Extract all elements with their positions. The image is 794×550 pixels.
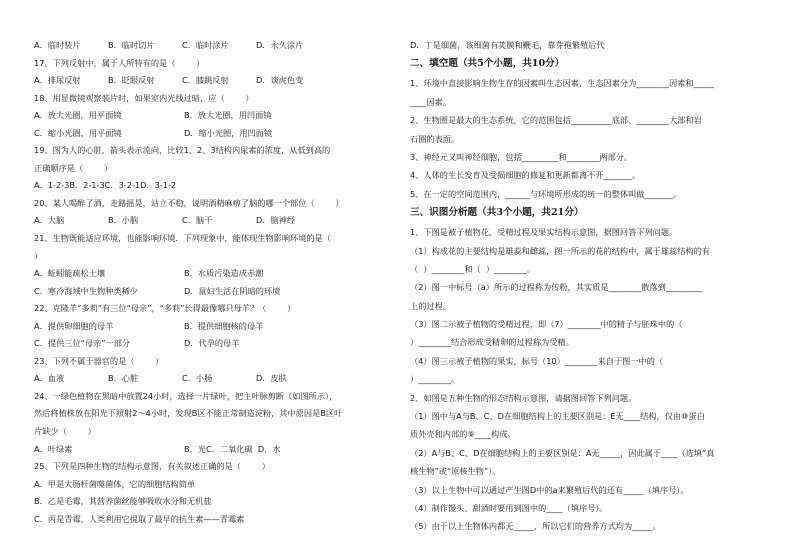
question-line: C．丙是青霉，人类利用它提取了最早的抗生素——青霉素 <box>34 513 245 524</box>
options-row <box>34 40 388 50</box>
option-text: C．缩小光圈，用平面镜 <box>34 127 122 138</box>
option-text: A．提供卵细胞的母羊 <box>34 320 114 331</box>
option-text: D．代孕的母羊 <box>184 338 240 349</box>
option-text: D．鼠妇生活在阴暗的环境 <box>184 285 281 296</box>
question-line: 然后将植株放在阳光下照射2～4小时，发现B区不能正常制造淀粉，其中原因是B区叶 <box>34 408 343 419</box>
question-line: ____因素。 <box>410 96 451 107</box>
question-line: （3）图二示被子植物的受精过程，即（7）________中的精子与胚珠中的（ <box>410 319 683 330</box>
options-row <box>34 444 388 454</box>
question-line: D．丁是细菌，该细菌有荚膜和鞭毛，靠芽孢繁殖后代 <box>410 40 605 50</box>
question-line: ）________。 <box>410 374 460 385</box>
question-line: 石圈的表面。 <box>410 133 460 144</box>
question-line: 21、生物既能适应环境，也能影响环境．下列现象中，能体现生物影响环境的是（ <box>34 233 331 244</box>
option-text: D．谈虎色变 <box>256 75 304 86</box>
option-text: B．光C．二氧化碳 D．水 <box>184 443 281 454</box>
option-text: B．临时切片 <box>108 40 155 50</box>
option-text: A．蚯蚓能疏松土壤 <box>34 268 106 279</box>
question-line: ） <box>34 250 43 261</box>
question-line: 1、环境中直接影响生物生存的因素叫生态因素，生态因素分为________因素和_____ <box>410 78 715 89</box>
options-row <box>34 75 388 85</box>
question-line: 17、下列反射中，属于人所特有的是（ ） <box>34 57 205 68</box>
option-text: C．临时涂片 <box>182 40 229 50</box>
question-line: 22、克隆羊“多莉”有三位“母亲”，“多莉”长得最像哪只母羊？（ ） <box>34 303 296 314</box>
option-text: A．血液 <box>34 373 65 384</box>
option-text: A．放大光圈，用平面镜 <box>34 110 122 121</box>
question-line: 核生物”或“原核生物”）。 <box>410 466 501 477</box>
right-column <box>410 40 772 540</box>
question-line: 5、在一定的空间范围内，______与环境所形成的统一的整体叫做_______。 <box>410 188 682 199</box>
option-text: C．膝跳反射 <box>182 75 229 86</box>
options-row <box>34 321 388 331</box>
option-text: D．皮肤 <box>256 373 287 384</box>
option-text: B．心脏 <box>108 373 139 384</box>
options-row <box>34 128 388 138</box>
question-line: 25、下列是四种生物的结构示意图，有关叙述正确的是（ ） <box>34 461 270 472</box>
option-text: D．缩小光圈，用凹面镜 <box>184 127 273 138</box>
question-line: A．1-2-3B．2-1-3C．3-2-1D．3-1-2 <box>34 180 177 191</box>
question-line: （2）A与B、C、D在细胞结构上的主要区别是：A无_____，因此属于____（选填“真 <box>410 447 715 458</box>
option-text: C．提供三位“母亲”一部分 <box>34 338 131 349</box>
question-line: （ ）________和（ ）________。 <box>410 263 536 274</box>
question-line: 片缺少（ ） <box>34 426 96 437</box>
options-row <box>34 338 388 348</box>
question-line: 质外壳和内部的⑨____构成。 <box>410 429 516 440</box>
question-line: ）________结合形成受精卵的过程称为受精。 <box>410 337 574 348</box>
option-text: A．临时装片 <box>34 40 81 50</box>
question-line: 4、人体的生长发育及受损细胞的修复和更新都离不开_______。 <box>410 170 641 181</box>
question-line: 23、下列不属于器官的是（ ） <box>34 355 164 366</box>
option-text: B．小脑 <box>108 215 139 226</box>
option-text: D．脑神经 <box>256 215 296 226</box>
question-line: 2、生物圈是最大的生态系统，它的范围包括__________底部、________大部和岩 <box>410 115 702 126</box>
question-line: （5）由于以上生物体内都无_____，所以它们的营养方式均为_____。 <box>410 521 661 532</box>
option-text: A．叶绿素 <box>34 443 73 454</box>
question-line: 正确顺序是（ ） <box>34 162 113 173</box>
section-heading: 二、填空题（共5个小题，共10分） <box>410 58 565 70</box>
question-line: 上的过程。 <box>410 300 451 311</box>
question-line: 3、神经元又叫神经细胞，包括_________和________两部分。 <box>410 151 633 162</box>
question-line: （4）制作馒头、甜酒时要用到图中的____（填序号）。 <box>410 502 608 513</box>
question-line: （1）构成花的主要结构是雄蕊和雌蕊，图一所示的花的结构中，属于雄蕊结构的有 <box>410 245 710 256</box>
options-row <box>34 110 388 120</box>
option-text: A．大脑 <box>34 215 65 226</box>
options-row <box>34 286 388 296</box>
option-text: C．小肠 <box>182 373 213 384</box>
question-line: 24、一绿色植物在黑暗中放置24小时，选择一片绿叶，把主叶脉剪断（如图所示）， <box>34 390 338 401</box>
question-line: A．甲是大肠杆菌噬菌体，它的细胞结构简单 <box>34 478 196 489</box>
option-text: B．提供细胞核的母羊 <box>184 320 264 331</box>
question-line: 19、图为人的心脏，箭头表示流向，比较1、2、3结构内尿素的浓度，从低到高的 <box>34 145 331 156</box>
question-line: 18、用显微镜观察装片时，如果室内光线过暗，应（ ） <box>34 92 254 103</box>
option-text: C．脑干 <box>182 215 213 226</box>
option-text: A．排尿反射 <box>34 75 81 86</box>
question-line: （2）图一中标号（a）所示的过程称为传粉，其实质是________散落到_________ <box>410 282 703 293</box>
question-line: （3）以上生物中可以通过产生图D中的a来繁殖后代的还有_____（填序号）。 <box>410 484 689 495</box>
option-text: C．寒冷海域中生物种类稀少 <box>34 285 138 296</box>
options-row <box>34 268 388 278</box>
section-heading: 三、识图分析题（共3个小题，共21分） <box>410 207 584 219</box>
question-line: （1）图中与A与B、C、D在细胞结构上的主要区别是：E无____结构，仅由⑩蛋白 <box>410 411 705 422</box>
options-row <box>34 373 388 383</box>
question-line: B．乙是毛霉，其营养菌丝能够吸收水分和无机盐 <box>34 496 212 507</box>
option-text: B．水质污染造成赤潮 <box>184 268 264 279</box>
options-row <box>34 215 388 225</box>
question-line: （4）图三示被子植物的果实，标号（10）________来自于图一中的（ <box>410 355 664 366</box>
left-column <box>34 40 388 531</box>
option-text: D．永久涂片 <box>256 40 304 50</box>
option-text: B．放大光圈，用凹面镜 <box>184 110 272 121</box>
question-line: 1、下图是被子植物花、受精过程及果实结构示意图，据图回答下列问题。 <box>410 227 678 238</box>
option-text: B．眨眼反射 <box>108 75 155 86</box>
question-line: 2、如图是五种生物的形态结构示意图，请据图回答下列问题。 <box>410 392 637 403</box>
question-line: 20、某人喝醉了酒，走路摇晃，站立不稳，说明酒精麻痹了脑的哪一个部位（ ） <box>34 197 344 208</box>
